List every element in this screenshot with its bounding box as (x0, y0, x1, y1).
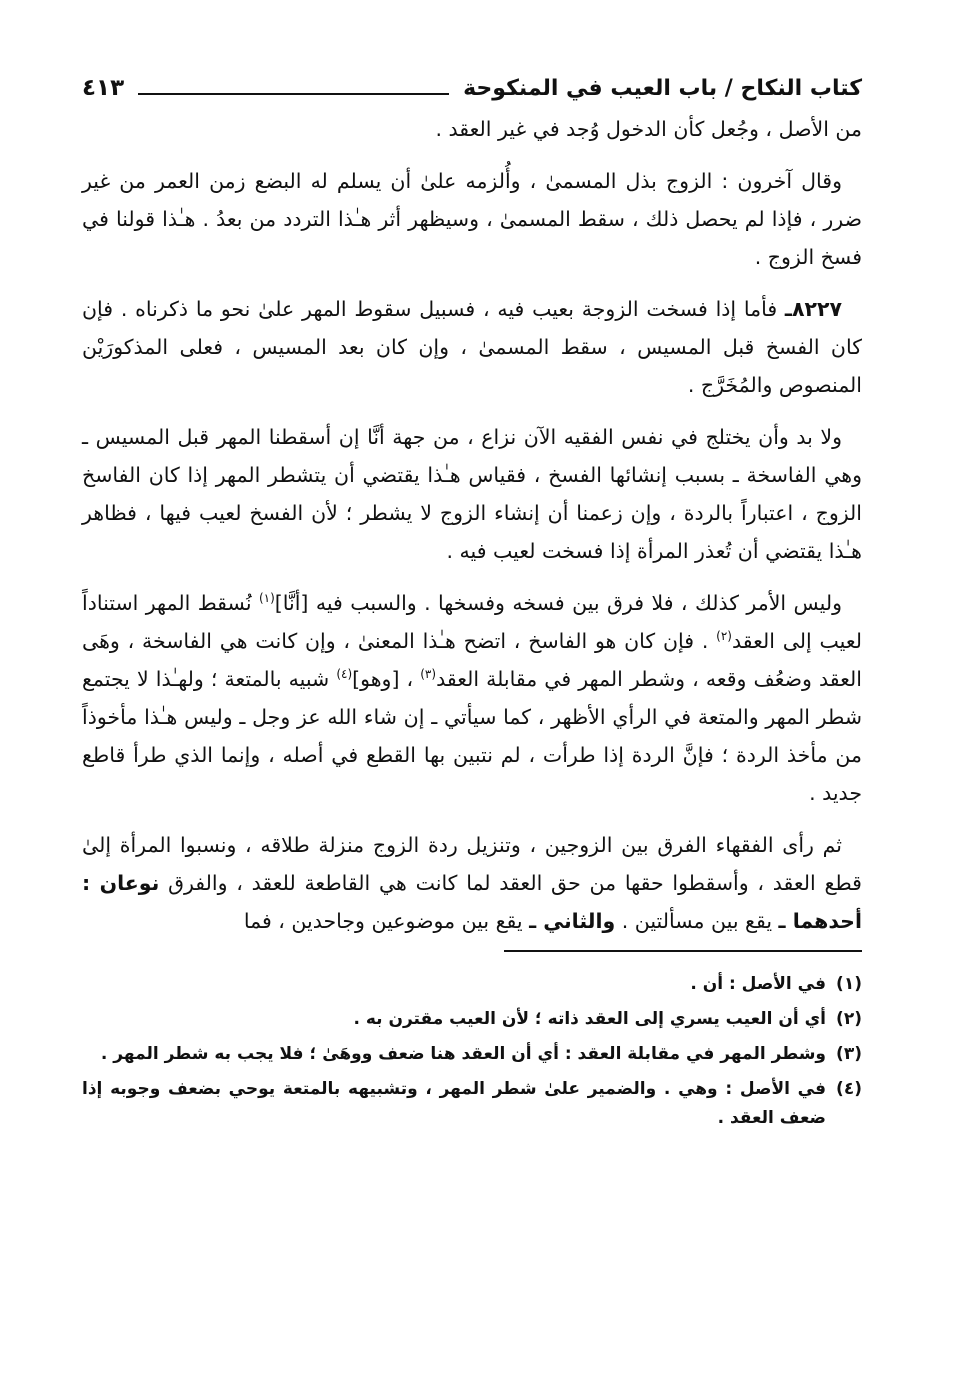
paragraph (82, 584, 862, 812)
footnote-text: وشطر المهر في مقابلة العقد : أي أن العقد هنا ضعف ووهَىٰ ؛ فلا يجب به شطر المهر . (100, 1044, 826, 1064)
footnote (82, 1040, 862, 1069)
paragraph-text: يقع بين مسألتين . (615, 909, 779, 933)
paragraph-text: وقال آخرون : الزوج بذل المسمىٰ ، وأُلزمه علىٰ أن يسلم له البضع زمن العمر من غير ضرر ، فإذا لم يحصل ذلك ، سقط المسمىٰ ، وسيظهر أثر هـٰذا التردد من بعدُ . هـٰذا قولنا في فسخ الزوج . (82, 169, 862, 269)
paragraph (82, 290, 862, 404)
footnote (82, 970, 862, 999)
footnote-number: (٤) (836, 1079, 862, 1099)
footnote (82, 1005, 862, 1034)
footnote-text: أي أن العيب يسري إلى العقد ذاته ؛ لأن العيب مقترن به . (353, 1009, 826, 1029)
paragraph-text: نُسقط المهر استناداً لعيب إلى العقد (82, 591, 862, 653)
header-title: كتاب النكاح / باب العيب في المنكوحة (463, 75, 862, 101)
footnote (82, 1075, 862, 1133)
footnote-ref[interactable]: (١) (258, 591, 275, 606)
paragraph-text: من الأصل ، وجُعل كأن الدخول وُجد في غير العقد . (435, 117, 862, 141)
book-page (82, 66, 862, 1139)
paragraph-text: شبيه بالمتعة ؛ ولهـٰذا لا يجتمع شطر المهر والمتعة في الرأي الأظهر ، كما سيأتي ـ إن شاء الله عز وجل ـ وليس هـٰذا مأخوذاً من مأخذ الردة ؛ فإنَّ الردة إذا طرأت ، لم نتبين بها القطع في أصله ، وإنما الذي طرأ قاطع جديد . (82, 667, 862, 805)
footnote-separator (504, 950, 862, 952)
paragraph-text: . فإن كان هو الفاسخ ، اتضح هـٰذا المعنىٰ ، وإن كانت هي الفاسخة ، وهَى العقد وضعُف وقعه ، وشطر المهر في مقابلة العقد (82, 629, 862, 691)
main-text (82, 110, 862, 940)
paragraph-number: ٨٢٢٧ـ (784, 297, 842, 321)
paragraph-text: ولا بد وأن يختلج في نفس الفقيه الآن نزاع ، من جهة أنَّا إن أسقطنا المهر قبل المسيس ـ وهي الفاسخة ـ بسبب إنشائها الفسخ ، فقياس هـٰذا يقتضي أن يتشطر المهر إذا كان الفاسخ الزوج ، اعتباراً بالردة ، وإن زعمنا أن إنشاء الزوج لا يشطر ؛ لأن الفسخ لعيب فيها ، فظاهر هـٰذا يقتضي أن تُعذر المرأة إذا فسخت لعيب فيه . (82, 425, 862, 563)
footnote-number: (١) (836, 974, 862, 994)
paragraph-text: وليس الأمر كذلك ، فلا فرق بين فسخه وفسخها . والسبب فيه [أنَّا] (274, 591, 842, 615)
footnote-ref[interactable]: (٤) (336, 667, 353, 682)
paragraph-text: ثم رأى الفقهاء الفرق بين الزوجين ، وتنزيل ردة الزوج منزلة طلاقه ، ونسبوا المرأة إلىٰ قطع العقد ، وأسقطوا حقها من حق العقد لما كانت هي القاطعة للعقد ، والفرق (82, 833, 862, 895)
running-header (82, 66, 862, 110)
bold-term: والثاني ـ (529, 909, 616, 933)
footnote-number: (٢) (836, 1009, 862, 1029)
footnote-ref[interactable]: (٣) (420, 667, 437, 682)
bold-term: نوعان : أحدهما ـ (82, 871, 862, 933)
paragraph-text: ، [وهو] (352, 667, 421, 691)
paragraph-text: فأما إذا فسخت الزوجة بعيب فيه ، فسبيل سقوط المهر علىٰ نحو ما ذكرناه . فإن كان الفسخ قبل المسيس ، سقط المسمىٰ ، وإن كان بعد المسيس ، فعلى المذكورَيْن المنصوص والمُخَرَّج . (82, 297, 862, 397)
footnote-number: (٣) (836, 1044, 862, 1064)
paragraph-text: يقع بين موضوعين وجاحدين ، فما (243, 909, 530, 933)
header-rule (138, 93, 449, 95)
footnote-text: في الأصل : وهي . والضمير علىٰ شطر المهر ، وتشبيهه بالمتعة يوحي بضعف وجوبه إذا ضعف العقد . (82, 1079, 826, 1128)
footnote-ref[interactable]: (٢) (716, 629, 732, 644)
footnote-text: في الأصل : أن . (690, 974, 826, 994)
footnotes (82, 970, 862, 1133)
paragraph (82, 826, 862, 940)
paragraph (82, 418, 862, 570)
page-number: ٤١٣ (82, 75, 125, 101)
paragraph (82, 110, 862, 148)
paragraph (82, 162, 862, 276)
